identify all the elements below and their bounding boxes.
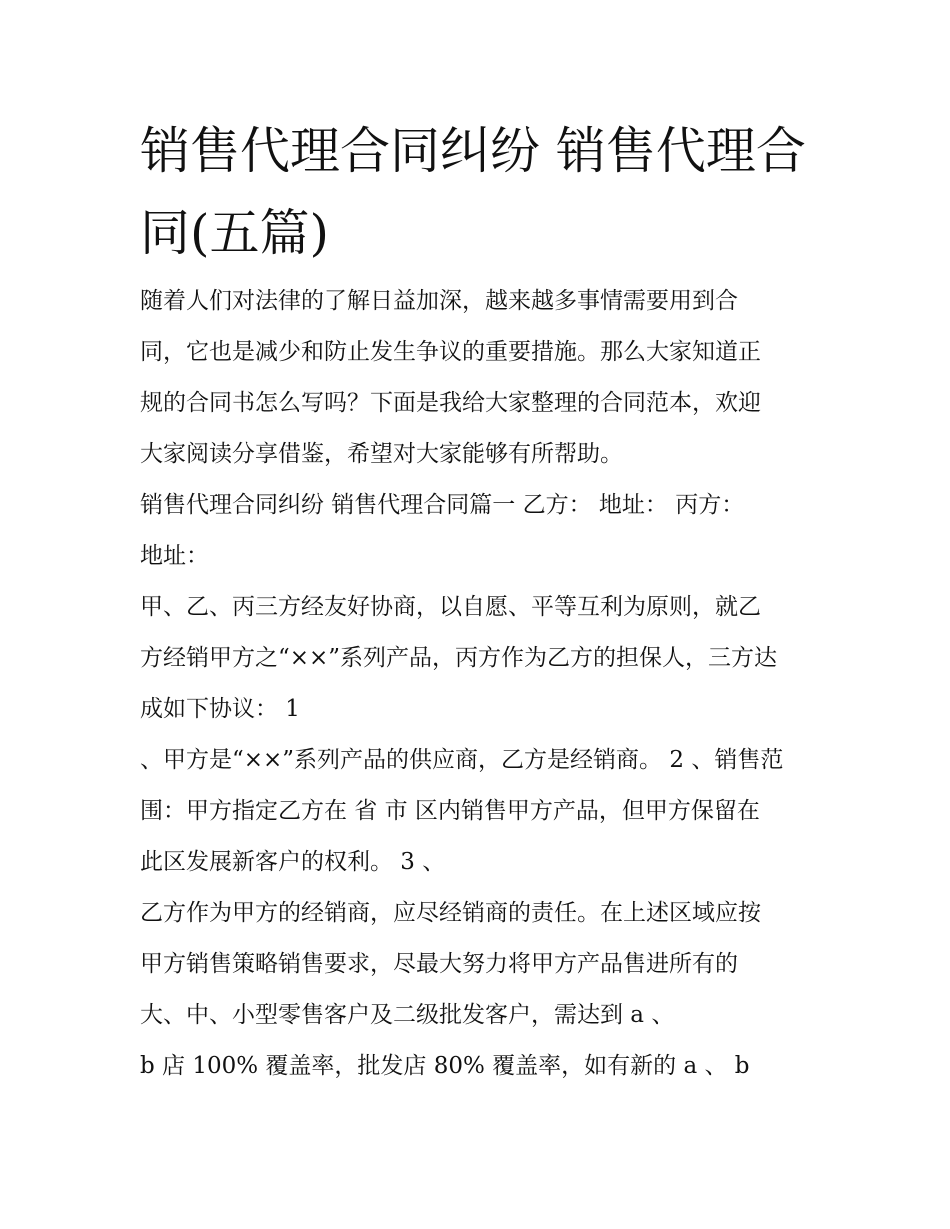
body-line: 甲、乙、丙三方经友好协商，以自愿、平等互利为原则，就乙 <box>140 594 761 620</box>
body-line: 同，它也是减少和防止发生争议的重要措施。那么大家知道正 <box>140 339 761 365</box>
body-line: 甲方销售策略销售要求，尽最大努力将甲方产品售进所有的 <box>140 951 738 977</box>
body-line: 方经销甲方之“××”系列产品，丙方作为乙方的担保人，三方达 <box>140 645 778 671</box>
body-line: 大、中、小型零售客户及二级批发客户，需达到 a 、 <box>140 1002 675 1028</box>
body-line: 成如下协议： 1 <box>140 696 300 722</box>
body-line: 、甲方是“××”系列产品的供应商，乙方是经销商。 2 、销售范 <box>140 747 784 773</box>
body-line: 销售代理合同纠纷 销售代理合同篇一 乙方： 地址： 丙方： <box>140 492 745 518</box>
body-line: 大家阅读分享借鉴，希望对大家能够有所帮助。 <box>140 441 623 467</box>
body-line: 规的合同书怎么写吗？下面是我给大家整理的合同范本，欢迎 <box>140 390 761 416</box>
document-title: 销售代理合同纠纷 销售代理合 同(五篇) <box>140 122 806 262</box>
body-line: 地址： <box>140 543 209 569</box>
body-line: 围：甲方指定乙方在 省 市 区内销售甲方产品，但甲方保留在 <box>140 798 760 824</box>
body-line: 此区发展新客户的权利。 3 、 <box>140 849 446 875</box>
body-line: 随着人们对法律的了解日益加深，越来越多事情需要用到合 <box>140 288 738 314</box>
body-line: 乙方作为甲方的经销商，应尽经销商的责任。在上述区域应按 <box>140 900 761 926</box>
body-line: b 店 100% 覆盖率，批发店 80% 覆盖率，如有新的 a 、 b <box>140 1053 750 1079</box>
